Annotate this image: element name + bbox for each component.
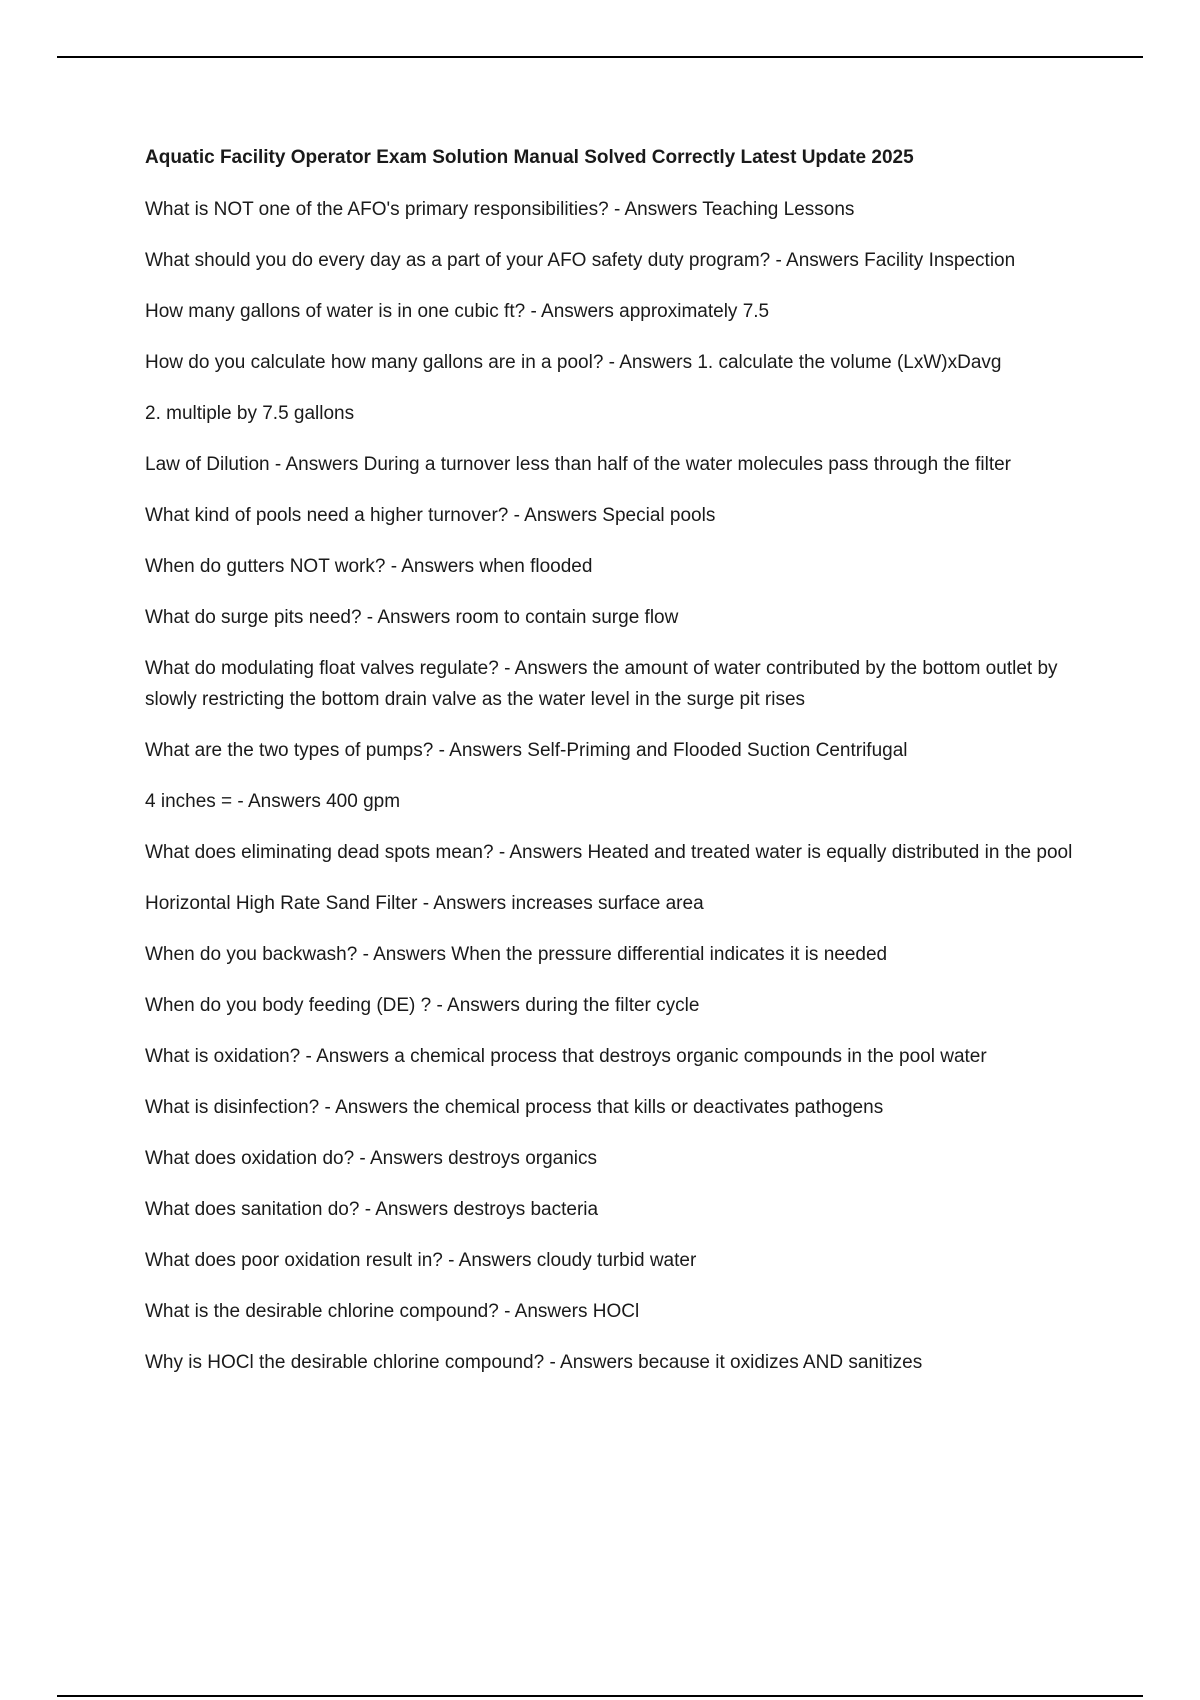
qa-entry: What is NOT one of the AFO's primary responsibilities? - Answers Teaching Lessons	[145, 199, 855, 220]
qa-entry: What does poor oxidation result in? - Answers cloudy turbid water	[145, 1250, 697, 1271]
qa-entry: What does oxidation do? - Answers destroys organics	[145, 1148, 598, 1169]
qa-entry: What is disinfection? - Answers the chemical process that kills or deactivates pathogens	[145, 1097, 884, 1118]
qa-entry: What are the two types of pumps? - Answers Self-Priming and Flooded Suction Centrifugal	[145, 740, 908, 761]
document-body	[145, 144, 1090, 1398]
qa-entry: What should you do every day as a part of your AFO safety duty program? - Answers Facility Inspection	[145, 250, 1016, 271]
qa-entry: What is the desirable chlorine compound? - Answers HOCl	[145, 1301, 640, 1322]
qa-entry: 2. multiple by 7.5 gallons	[145, 403, 355, 424]
qa-entry: What do modulating float valves regulate? - Answers the amount of water contributed by the bottom outlet by slowly restricting the bottom drain valve as the water level in the surge pit rises	[145, 658, 1058, 710]
qa-entry: When do you backwash? - Answers When the pressure differential indicates it is needed	[145, 944, 888, 965]
qa-entry: Why is HOCl the desirable chlorine compound? - Answers because it oxidizes AND sanitizes	[145, 1352, 923, 1373]
qa-entry: What does sanitation do? - Answers destroys bacteria	[145, 1199, 599, 1220]
header-rule	[57, 56, 1143, 58]
qa-entry: How many gallons of water is in one cubic ft? - Answers approximately 7.5	[145, 301, 770, 322]
footer-rule	[57, 1695, 1143, 1697]
qa-entry: Law of Dilution - Answers During a turnover less than half of the water molecules pass through the filter	[145, 454, 1011, 475]
qa-entry: What kind of pools need a higher turnover? - Answers Special pools	[145, 505, 716, 526]
qa-entry: Horizontal High Rate Sand Filter - Answers increases surface area	[145, 893, 704, 914]
qa-entry: What do surge pits need? - Answers room to contain surge flow	[145, 607, 679, 628]
qa-entry: What is oxidation? - Answers a chemical process that destroys organic compounds in the pool water	[145, 1046, 987, 1067]
qa-entry: How do you calculate how many gallons are in a pool? - Answers 1. calculate the volume (LxW)xDavg	[145, 352, 1002, 373]
document-title: Aquatic Facility Operator Exam Solution Manual Solved Correctly Latest Update 2025	[145, 147, 914, 168]
qa-entry: 4 inches = - Answers 400 gpm	[145, 791, 401, 812]
qa-entry: When do you body feeding (DE) ? - Answers during the filter cycle	[145, 995, 700, 1016]
qa-entry: What does eliminating dead spots mean? - Answers Heated and treated water is equally distributed in the pool	[145, 842, 1073, 863]
qa-entry: When do gutters NOT work? - Answers when flooded	[145, 556, 593, 577]
